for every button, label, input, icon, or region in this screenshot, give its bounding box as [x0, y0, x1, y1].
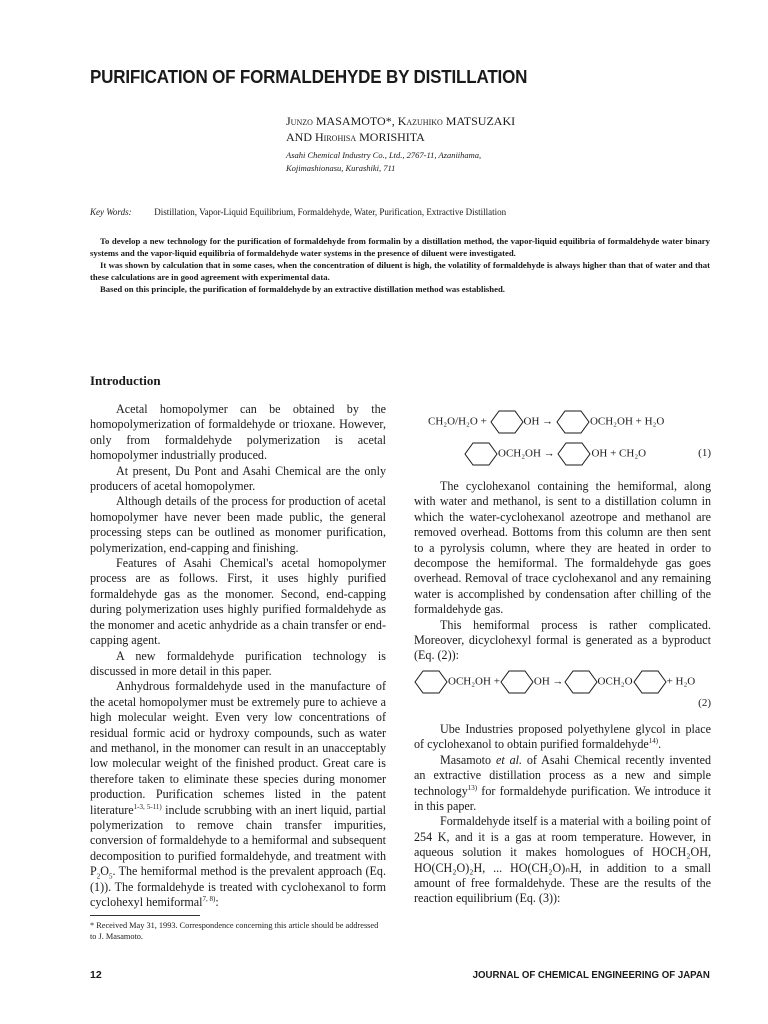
cyclohexane-ring-icon	[556, 410, 590, 434]
p6-text-c: include scrubbing with an inert liquid, partial polymerization to remove chain transfer impurities, conversion of formaldehyde to a hemiformal and subsequent decomposition to purified formaldehyde, and treatment with P	[90, 802, 387, 879]
left-column	[90, 402, 386, 910]
p6-text-g: . The hemiformal method is the prevalent approach (Eq. (1)). The formaldehyde is treated with cyclohexanol to form cyclohexyl hemiformal	[90, 864, 386, 909]
right-paragraph-3	[414, 722, 711, 753]
affiliation	[286, 149, 606, 175]
eq1-tail: OCH₂OH + H₂O	[589, 415, 665, 428]
right-paragraph-4	[414, 753, 711, 815]
equation-2-number: (2)	[698, 697, 711, 709]
equation-1-line-2	[414, 442, 711, 466]
p4-text-a: Masamoto	[440, 752, 496, 767]
eq2-b: OH →	[533, 675, 564, 688]
eq2-d: + H₂O	[666, 675, 696, 688]
cyclohexane-ring-icon	[564, 670, 598, 694]
abstract-paragraph-3: Based on this principle, the purification of formaldehyde by an extractive distillation method was established.	[100, 283, 505, 294]
author-and: AND	[286, 130, 312, 144]
right-column-lower	[414, 722, 711, 907]
equation-1-line-1	[428, 410, 711, 434]
cyclohexane-ring-icon	[633, 670, 667, 694]
author-2-last: MATSUZAKI	[445, 114, 516, 128]
p6-text-a: Anhydrous formaldehyde used in the manufacture of the acetal homopolymer must be extremely pure to achieve a high molecular weight. Even very low concentrations of residual formic acid or hydroxy compounds, such as water and methanol, in the monomer can result in an unacceptably low molecular weight of the finished product. Great care is therefore taken to eliminate these species during monomer production. Purification schemes listed in the patent literature	[90, 679, 386, 817]
eq2-c: OCH₂O	[597, 675, 633, 688]
affiliation-line-2: Kojimashionasu, Kurashiki, 711	[286, 163, 396, 173]
eq1-lead: CH₂O/H₂O +	[428, 415, 487, 428]
page-number: 12	[90, 969, 102, 981]
keywords	[90, 207, 690, 217]
footnote-rule	[90, 915, 200, 916]
p3-text-a: Ube Industries proposed polyethylene glycol in place of cyclohexanol to obtain purified formaldehyde	[414, 722, 711, 752]
section-heading: Introduction	[90, 373, 161, 388]
p4-text-c: of Asahi Chemical recently invented an extractive distillation process as a new and simple technology	[414, 752, 711, 798]
p4-et-al: et al.	[495, 752, 522, 767]
equation-2-line	[414, 670, 711, 694]
footnote: * Received May 31, 1993. Correspondence concerning this article should be addressed to J. Masamoto.	[90, 921, 379, 941]
citation-7-8: 7, 8)	[202, 894, 216, 903]
left-paragraph-5: A new formaldehyde purification technology is discussed in more detail in this paper.	[90, 648, 386, 678]
eq1-tail-2: OH + CH₂O	[591, 447, 647, 460]
eq1-oh: OH →	[523, 415, 554, 428]
cyclohexane-ring-icon	[464, 442, 498, 466]
author-list	[286, 113, 606, 145]
cyclohexane-ring-icon	[414, 670, 448, 694]
author-2-first: Kazuhiko	[397, 114, 443, 128]
right-paragraph-5: Formaldehyde itself is a material with a boiling point of 254 K, and it is a gas at room temperature. However, in aqueous solution it makes homologues of HOCH₂OH, HO(CH₂O)₂H, ... HO(CH₂O)ₙH, in addition to a small amount of free formaldehyde. These are the results of the reaction equilibrium (Eq. (3)):	[414, 814, 711, 906]
right-column-upper	[414, 479, 711, 664]
left-paragraph-4: Features of Asahi Chemical's acetal homopolymer process are as follows. First, it uses highly purified formaldehyde gas as the monomer. Second, end-capping during polymerization uses highly purified formaldehyde as the monomer and acetic anhydride as a chain transfer or end-capping agent.	[90, 556, 386, 648]
eq1-mid: OCH₂OH →	[498, 447, 555, 460]
abstract-paragraph-1: To develop a new technology for the purification of formaldehyde from formalin by a distillation method, the vapor-liquid equilibria of formaldehyde water binary systems and the vapor-liquid equilibria of formaldehyde water systems in the presence of diluent were investigated.	[90, 236, 710, 258]
citation-13: 13)	[467, 783, 478, 792]
author-3-first: Hirohisa	[315, 130, 357, 144]
p3-text-c: .	[658, 737, 662, 752]
equation-1-number: (1)	[698, 447, 711, 459]
p6-text-i: :	[215, 895, 219, 909]
p2o5-o: O	[100, 864, 109, 879]
citation-14: 14)	[648, 737, 659, 746]
cyclohexane-ring-icon	[490, 410, 524, 434]
author-1-last: MASAMOTO	[315, 114, 386, 128]
left-paragraph-1: Acetal homopolymer can be obtained by the homopolymerization of formaldehyde or trioxane. However, only from formaldehyde polymerization is acetal homopolymer industrially produced.	[90, 402, 386, 463]
right-paragraph-1: The cyclohexanol containing the hemiformal, along with water and methanol, is sent to a distillation column in which the water-cyclohexanol azeotrope and methanol are removed overhead. Bottoms from this column are then sent to a pyrolysis column, where they are heated in order to decompose the hemiformal. The formaldehyde gas goes overhead. Removal of trace cyclohexanol and any remaining water is accomplished by condensation after chilling of the formaldehyde gas.	[414, 479, 711, 617]
citation-1-3-5-11: 1-3, 5-11)	[133, 802, 162, 811]
cyclohexane-ring-icon	[557, 442, 591, 466]
author-1-first: Junzo	[286, 114, 313, 128]
left-paragraph-6	[90, 679, 386, 910]
p4-text-e: for formaldehyde purification. We introduce it in this paper.	[414, 783, 711, 814]
right-paragraph-2: This hemiformal process is rather complicated. Moreover, dicyclohexyl formal is generated as a byproduct (Eq. (2)):	[414, 617, 711, 663]
abstract	[90, 236, 710, 296]
journal-name: JOURNAL OF CHEMICAL ENGINEERING OF JAPAN	[472, 969, 710, 981]
eq2-a: OCH₂OH +	[448, 675, 500, 688]
paper-title: PURIFICATION OF FORMALDEHYDE BY DISTILLATION	[90, 66, 528, 87]
left-paragraph-2: At present, Du Pont and Asahi Chemical are the only producers of acetal homopolymer.	[90, 463, 386, 494]
abstract-paragraph-2: It was shown by calculation that in some cases, when the concentration of diluent is high, the volatility of formaldehyde is always higher than that of water and that these calculations are in good agreement with experimental data.	[90, 259, 710, 282]
keywords-label: Key Words:	[90, 207, 132, 217]
author-3-last: MORISHITA	[359, 130, 425, 144]
keywords-text: Distillation, Vapor-Liquid Equilibrium, Formaldehyde, Water, Purification, Extractive Distillation	[154, 207, 507, 217]
affiliation-line-1: Asahi Chemical Industry Co., Ltd., 2767-11, Azaniihama,	[286, 150, 482, 160]
p2o5-sub-5: 5	[108, 872, 113, 881]
left-paragraph-3: Although details of the process for production of acetal homopolymer have never been made public, the general processing steps can be outlined as monomer purification, polymerization, end-capping and finishing.	[90, 494, 386, 555]
author-1-mark: *,	[385, 114, 395, 128]
p2o5-sub-2: 2	[96, 872, 101, 881]
cyclohexane-ring-icon	[500, 670, 534, 694]
